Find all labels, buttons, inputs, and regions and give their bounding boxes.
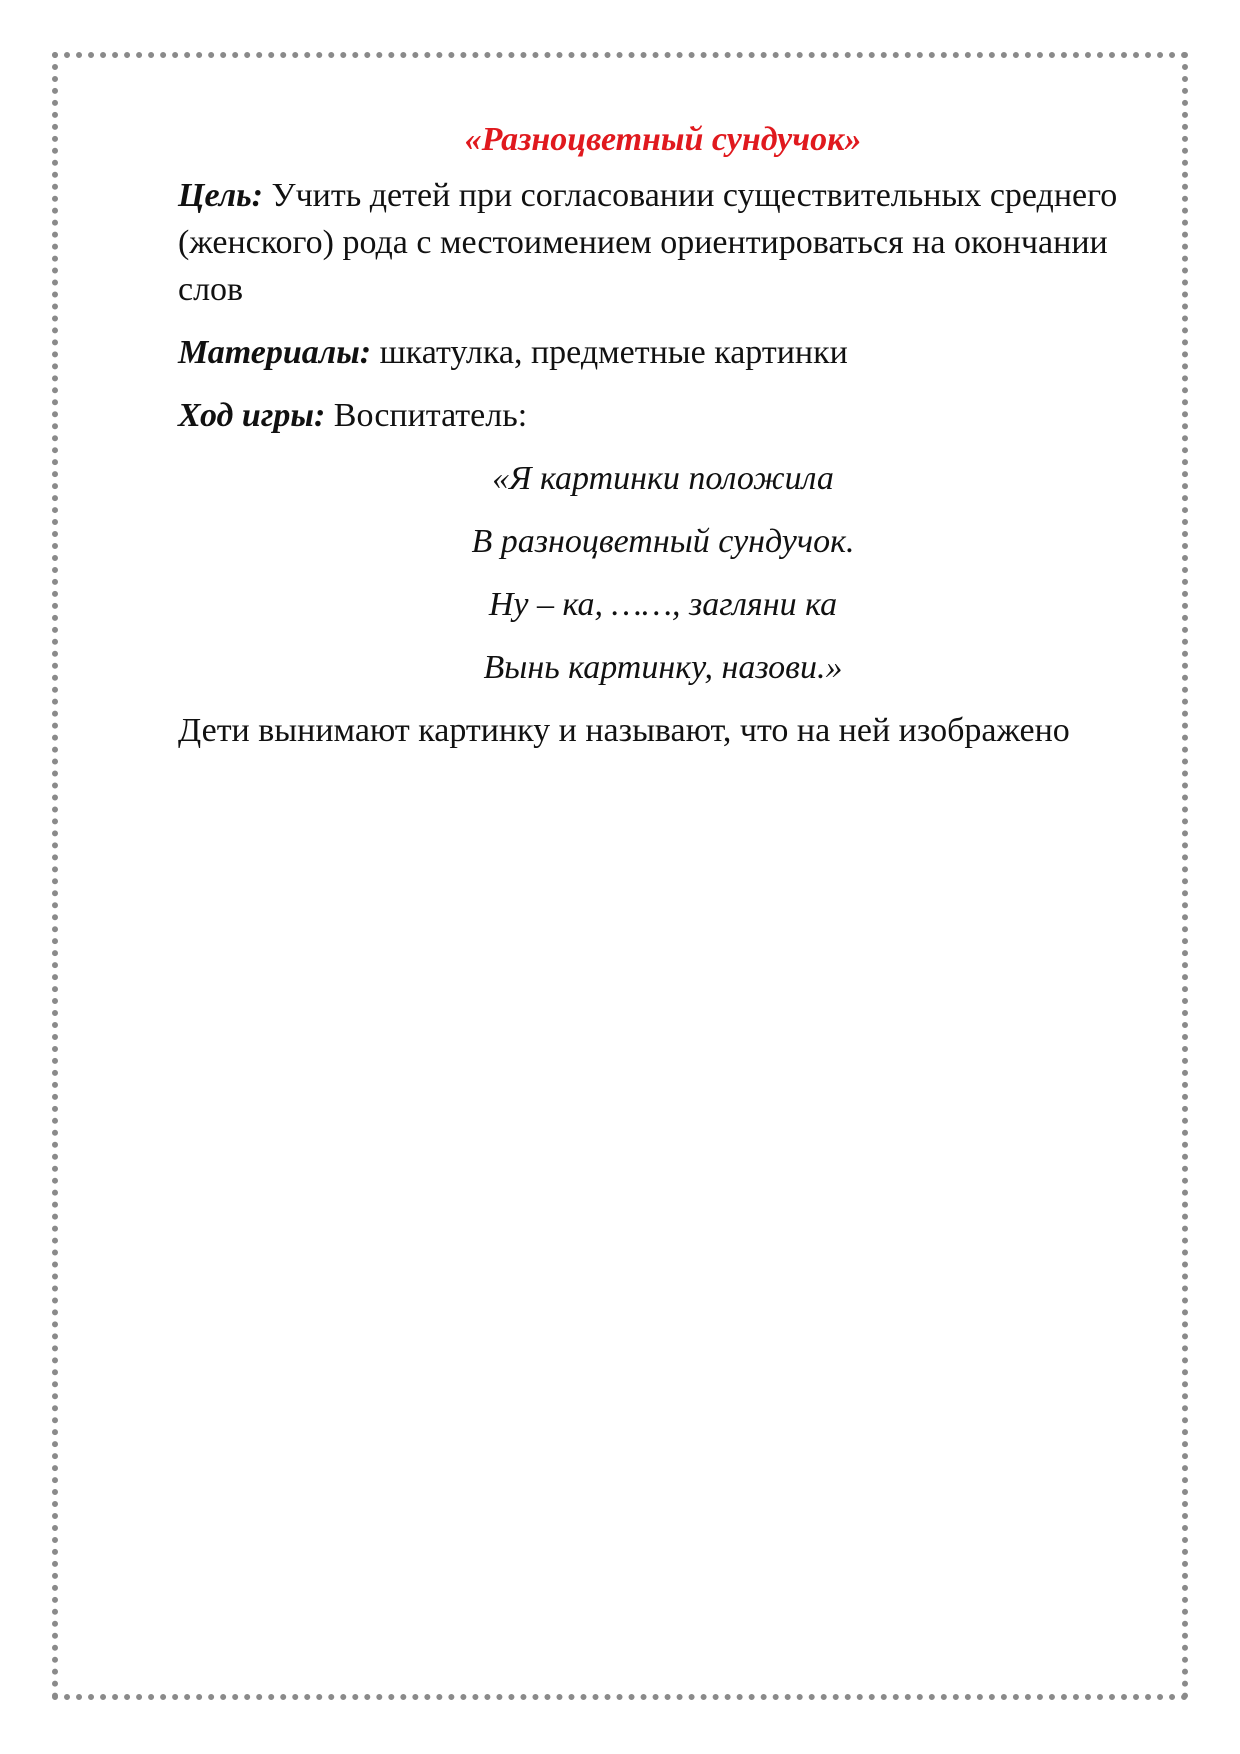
goal-paragraph (178, 172, 1148, 313)
poem-line: Вынь картинку, назови.» (483, 649, 843, 686)
materials-label: Материалы: (178, 334, 372, 371)
materials-paragraph (178, 329, 1148, 376)
poem-line: В разноцветный сундучок. (471, 523, 855, 560)
document-title: «Разноцветный сундучок» (464, 121, 862, 158)
goal-label: Цель: (178, 177, 263, 214)
document-body (178, 118, 1148, 770)
poem-line: Ну – ка, ……, загляни ка (488, 586, 838, 623)
goal-text: Учить детей при согласовании существительных среднего (женского) рода с местоимением ориентироваться на окончании слов (178, 177, 1118, 308)
game-process-paragraph (178, 392, 1148, 439)
closing-paragraph: Дети вынимают картинку и называют, что на ней изображено (178, 712, 1070, 749)
materials-text: шкатулка, предметные картинки (371, 334, 848, 371)
poem (178, 455, 1148, 691)
poem-line: «Я картинки положила (492, 460, 834, 497)
game-process-text: Воспитатель: (325, 397, 528, 434)
game-process-label: Ход игры: (178, 397, 326, 434)
